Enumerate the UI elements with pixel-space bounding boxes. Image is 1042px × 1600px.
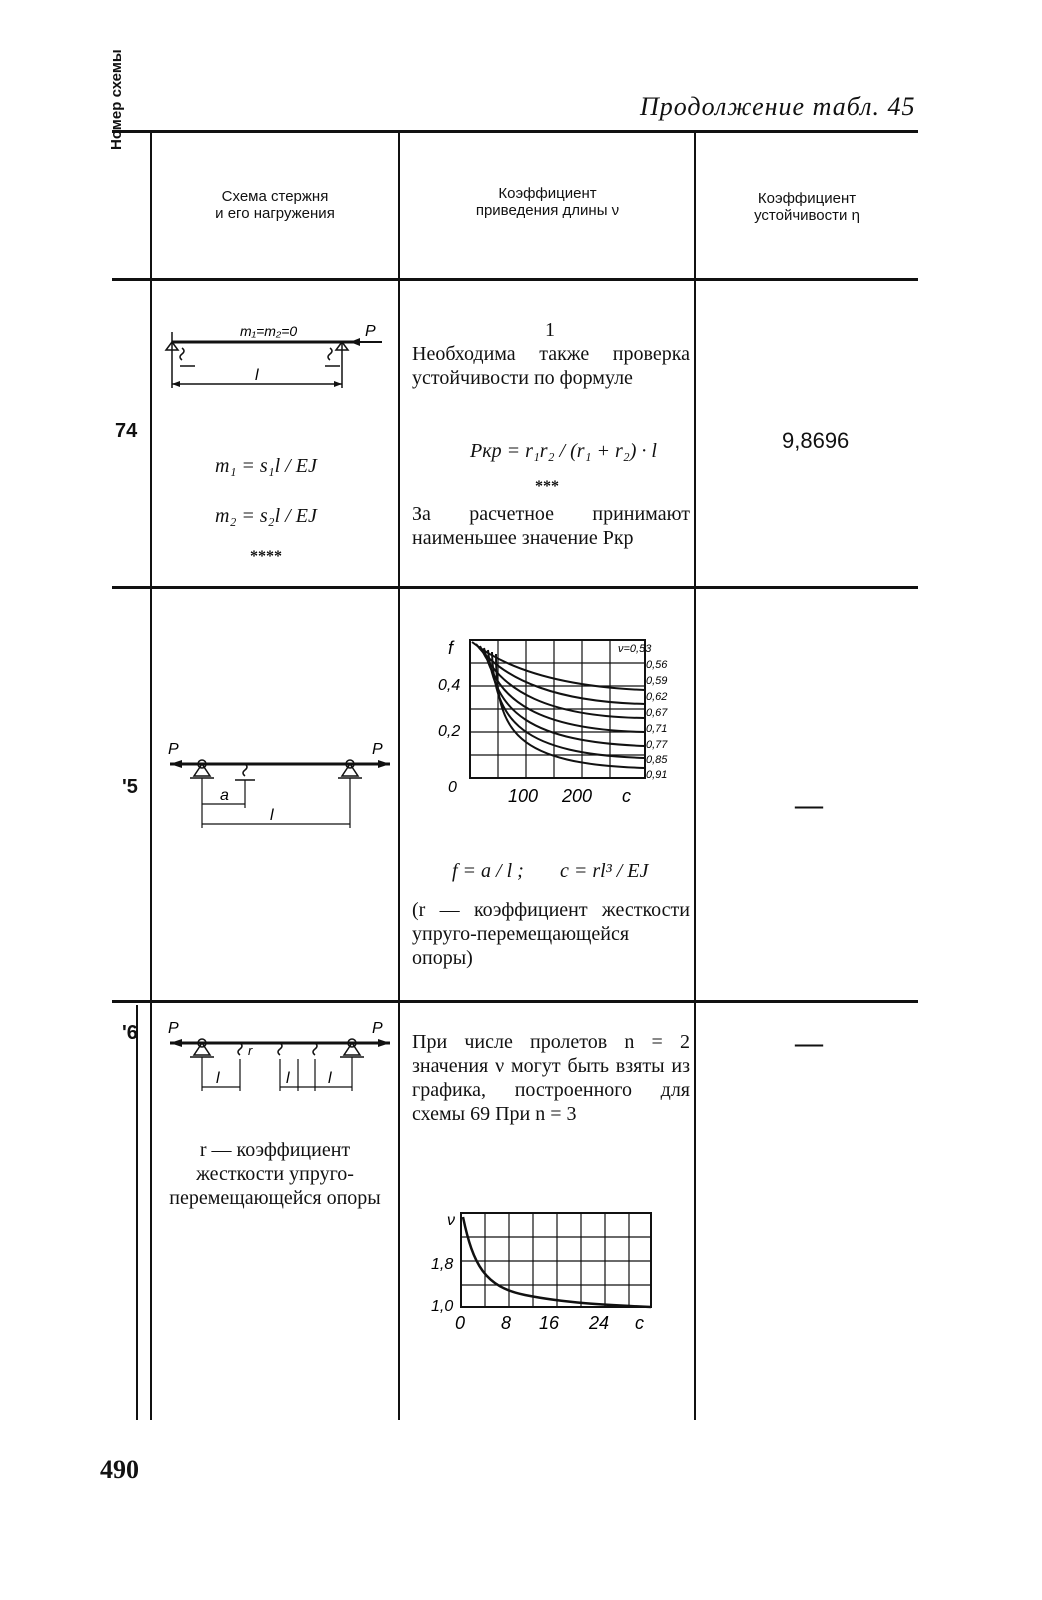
row75-nu-graph (410, 632, 690, 812)
row-number-75: '5 (122, 776, 138, 798)
col-divider-2 (398, 130, 400, 1420)
graph76-y-tick-10: 1,0 (431, 1298, 454, 1315)
graph75-curve-label-0: ν=0,53 (618, 643, 652, 655)
header-bottom-rule (112, 278, 918, 281)
row74-pkr-formula: Pкр = r₁r₂ / (r₁ + r₂) · l (470, 440, 657, 462)
graph75-curve-label-5: 0,71 (646, 723, 668, 735)
table-top-rule (112, 130, 918, 133)
row74-check-text: Необходима также проверка устойчивости по формуле (412, 343, 690, 389)
row76-l-label-1: l (216, 1070, 220, 1087)
row74-m2-formula: m₂ = s₂l / EJ (215, 505, 317, 527)
graph76-x-tick-0: 0 (455, 1313, 466, 1333)
row76-note: r — коэффициент жесткости упруго-перемещающейся опоры (169, 1139, 381, 1209)
row76-text: При числе пролетов n = 2 значения ν могут быть взяты из графика, построенного для схемы 69 При n = 3 (412, 1031, 690, 1125)
row-number-76: '6 (122, 1022, 138, 1044)
row75-note: (r — коэффициент жесткости упруго-перемещающейся опоры) (412, 899, 690, 969)
row75-bottom-rule (112, 1000, 918, 1003)
graph75-x-tick-100: 100 (508, 786, 539, 806)
row75-load-left: P (168, 741, 179, 758)
graph76-x-tick-24: 24 (589, 1313, 610, 1333)
row74-m1-formula: m₁ = s₁l / EJ (215, 455, 317, 477)
header-scheme-line1: Схема стержня (221, 188, 329, 205)
row75-eta: — (795, 790, 823, 821)
row-number-74: 74 (115, 420, 138, 442)
table-caption: Продолжение табл. 45 (640, 92, 916, 121)
row76-eta: — (795, 1028, 823, 1059)
graph75-y-tick-02: 0,2 (438, 723, 461, 740)
row74-moment-label: m₁=m₂=0 (240, 323, 298, 339)
graph75-curve-label-1: 0,56 (646, 659, 668, 671)
row74-four-stars: **** (250, 548, 282, 565)
row76-l-label-3: l (328, 1070, 332, 1087)
graph76-x-tick-8: 8 (501, 1313, 512, 1333)
graph75-x-label: c (622, 786, 631, 806)
row75-f-formula: f = a / l ; (452, 860, 524, 882)
graph75-curve-label-2: 0,59 (646, 675, 668, 687)
header-stability-line2: устойчивости η (754, 207, 860, 225)
page-number: 490 (100, 1455, 139, 1484)
header-length-coefficient (405, 185, 690, 220)
row74-three-stars: *** (535, 478, 559, 495)
graph75-curve-label-7: 0,85 (646, 754, 668, 766)
graph75-curve-label-4: 0,67 (646, 707, 668, 719)
col-divider-3 (694, 130, 696, 1420)
header-scheme-number: Номер схемы (108, 49, 125, 150)
row74-nu-value: 1 (545, 319, 555, 341)
row74-min-text: За расчетное принимают наименьшее значение Pкр (412, 503, 690, 549)
col-divider-1 (150, 130, 152, 1420)
graph75-curve-label-3: 0,62 (646, 691, 668, 703)
row75-c-formula: c = rl³ / EJ (560, 860, 649, 882)
graph75-y-tick-04: 0,4 (438, 677, 461, 694)
row76-load-left: P (168, 1020, 179, 1037)
header-scheme (160, 188, 390, 223)
row75-a-label: a (220, 787, 229, 804)
graph76-y-label: ν (447, 1212, 455, 1229)
header-scheme-line2: и его нагружения (215, 205, 335, 223)
graph75-y-label: f (448, 638, 454, 658)
row76-nu-graph (425, 1205, 665, 1335)
graph75-x-tick-200: 200 (562, 786, 593, 806)
row75-l-label: l (270, 807, 274, 824)
row76-l-label-2: l (286, 1070, 290, 1087)
header-stability-line1: Коэффициент (757, 190, 857, 207)
graph76-y-tick-18: 1,8 (431, 1256, 454, 1273)
graph75-curve-label-6: 0,77 (646, 739, 668, 751)
row74-length-label: l (255, 367, 259, 384)
row74-beam-diagram (160, 318, 390, 398)
header-length-line1: Коэффициент (498, 185, 597, 202)
graph76-x-label: c (635, 1313, 644, 1333)
graph76-x-tick-16: 16 (539, 1313, 560, 1333)
row74-bottom-rule (112, 586, 918, 589)
graph75-curve-label-8: 0,91 (646, 769, 668, 781)
header-stability-coefficient (702, 190, 912, 225)
row75-load-right: P (372, 741, 383, 758)
table-left-edge (136, 1005, 138, 1420)
row76-beam-diagram (160, 1015, 395, 1095)
row74-load-label: P (365, 323, 376, 340)
row75-beam-diagram (160, 738, 395, 833)
row76-load-right: P (372, 1020, 383, 1037)
row76-r-label: r (248, 1043, 253, 1058)
header-length-line2: приведения длины ν (475, 202, 620, 220)
graph75-y-tick-0: 0 (448, 779, 457, 796)
row74-eta: 9,8696 (782, 428, 850, 453)
